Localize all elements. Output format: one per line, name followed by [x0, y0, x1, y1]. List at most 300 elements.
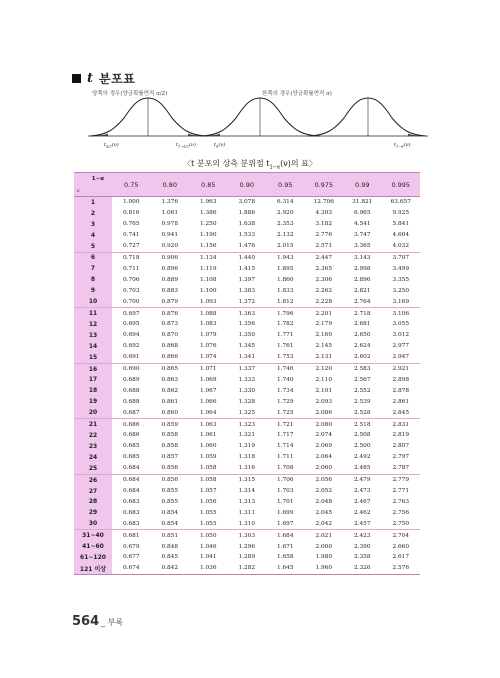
value-cell: 0.674 [112, 563, 151, 574]
row-nu-cell: 121 이상 [74, 563, 112, 574]
header-col: 0.75 [112, 173, 151, 197]
value-cell: 0.941 [161, 232, 179, 239]
header-col: 0.995 [382, 173, 421, 197]
value-cell: 2.101 [315, 387, 333, 394]
row-nu-cell: 1 [74, 197, 112, 208]
value-cell: 0.706 [122, 276, 140, 283]
value-cell: 1.330 [238, 387, 256, 394]
value-cell: 0.876 [161, 310, 179, 317]
value-cell: 0.861 [161, 398, 179, 405]
value-cell: 2.756 [392, 509, 410, 516]
value-cell: 1.761 [276, 343, 294, 350]
value-cell: 2.262 [315, 287, 333, 294]
value-cell: 0.816 [122, 210, 140, 217]
value-cell: 2.576 [382, 563, 421, 574]
value-cell: 0.718 [122, 254, 140, 261]
value-cell: 1.061 [199, 432, 217, 439]
svg-text:tα/2(ν): $t_{\alpha/2}(\nu)$ [104, 142, 119, 149]
value-cell: 1.782 [276, 321, 294, 328]
row-nu-cell: 8 [74, 274, 112, 285]
value-cell: 1.812 [266, 296, 305, 307]
value-cell: 1.108 [199, 276, 217, 283]
square-bullet-icon [72, 74, 81, 83]
value-cell: 2.878 [392, 387, 410, 394]
page-number: 564 [72, 614, 100, 629]
row-nu-cell: 12 [74, 319, 112, 330]
value-cell: 2.064 [315, 454, 333, 461]
value-cell: 1.050 [199, 532, 217, 539]
header-col: 0.99 [343, 173, 382, 197]
table-title: 〈t 분포의 상측 분위점 $t_{1-\alpha}(\nu)$의 표〉 [183, 159, 317, 171]
value-cell: 0.862 [161, 387, 179, 394]
value-cell: 1.963 [199, 199, 217, 206]
value-cell: 0.684 [122, 488, 140, 495]
page-footer [72, 614, 123, 629]
value-cell: 2.179 [315, 321, 333, 328]
value-cell: 0.686 [122, 432, 140, 439]
value-cell: 1.397 [238, 276, 256, 283]
value-cell: 0.700 [112, 296, 151, 307]
value-cell: 0.683 [122, 498, 140, 505]
value-cell: 2.110 [315, 376, 333, 383]
value-cell: 2.485 [343, 463, 382, 474]
value-cell: 2.528 [343, 407, 382, 418]
value-cell: 0.856 [151, 463, 190, 474]
caption-two-sided: 양쪽의 경우(양금확률면적 α/2) [92, 91, 168, 97]
value-cell: 9.925 [392, 210, 410, 217]
row-nu-cell: 28 [74, 496, 112, 507]
value-cell: 2.042 [305, 518, 344, 529]
caption-one-sided: 한쪽의 경우(양금확률면적 α) [262, 91, 332, 97]
value-cell: 1.296 [238, 543, 256, 550]
value-cell: 1.134 [199, 254, 217, 261]
value-cell: 1.886 [238, 210, 256, 217]
table-row [74, 441, 420, 452]
value-cell: 0.688 [122, 398, 140, 405]
value-cell: 2.947 [382, 352, 421, 363]
value-cell: 2.457 [343, 518, 382, 529]
value-cell: 0.765 [122, 221, 140, 228]
value-cell: 4.032 [382, 241, 421, 252]
value-cell: 1.074 [189, 352, 228, 363]
value-cell: 3.747 [353, 232, 371, 239]
value-cell: 2.052 [315, 488, 333, 495]
value-cell: 2.060 [305, 463, 344, 474]
value-cell: 1.315 [238, 477, 256, 484]
value-cell: 2.896 [353, 276, 371, 283]
table-row [74, 296, 420, 307]
value-cell: 0.896 [161, 265, 179, 272]
value-cell: 1.310 [228, 518, 267, 529]
value-cell: 2.921 [392, 366, 410, 373]
t-distribution-table [74, 172, 420, 575]
value-cell: 1.721 [276, 421, 294, 428]
value-cell: 1.056 [199, 498, 217, 505]
value-cell: 0.697 [122, 310, 140, 317]
row-nu-cell: 2 [74, 208, 112, 219]
row-nu-cell: 6 [74, 252, 112, 263]
value-cell: 1.684 [276, 532, 294, 539]
value-cell: 1.350 [238, 332, 256, 339]
svg-text:t1−α(ν): $t_{1-\alpha}(\nu)$ [394, 142, 411, 149]
value-cell: 2.467 [353, 498, 371, 505]
value-cell: 1.729 [276, 398, 294, 405]
value-cell: 1.058 [199, 477, 217, 484]
table-row [74, 541, 420, 552]
value-cell: 2.074 [315, 432, 333, 439]
row-nu-cell: 61~120 [74, 552, 112, 563]
table-row [74, 407, 420, 418]
table-row [74, 419, 420, 430]
value-cell: 0.860 [151, 407, 190, 418]
footer-label: _ 부록 [101, 618, 124, 627]
table-row [74, 552, 420, 563]
value-cell: 1.415 [238, 265, 256, 272]
value-cell: 1.658 [276, 554, 294, 561]
value-cell: 0.906 [161, 254, 179, 261]
c3-label: t [394, 142, 397, 148]
heading-title: 분포표 [99, 71, 136, 86]
row-nu-cell: 17 [74, 375, 112, 386]
value-cell: 0.683 [112, 518, 151, 529]
value-cell: 3.499 [392, 265, 410, 272]
value-cell: 0.689 [122, 376, 140, 383]
value-cell: 1.717 [276, 432, 294, 439]
table-row [74, 363, 420, 374]
value-cell: 0.684 [112, 463, 151, 474]
value-cell: 1.383 [238, 287, 256, 294]
row-nu-cell: 41~60 [74, 541, 112, 552]
value-cell: 2.845 [382, 407, 421, 418]
value-cell: 2.552 [353, 387, 371, 394]
value-cell: 1.088 [199, 310, 217, 317]
row-nu-cell: 29 [74, 507, 112, 518]
value-cell: 1.156 [189, 241, 228, 252]
value-cell: 1.476 [228, 241, 267, 252]
header-col: 0.95 [266, 173, 305, 197]
row-nu-cell: 5 [74, 241, 112, 252]
value-cell: 0.883 [161, 287, 179, 294]
value-cell: 2.602 [343, 352, 382, 363]
table-row [74, 330, 420, 341]
value-cell: 0.854 [151, 518, 190, 529]
row-nu-cell: 10 [74, 296, 112, 307]
table-row [74, 352, 420, 363]
value-cell: 2.015 [266, 241, 305, 252]
table-row [74, 452, 420, 463]
value-cell: 0.851 [161, 532, 179, 539]
value-cell: 1.319 [238, 443, 256, 450]
table-row [74, 208, 420, 219]
value-cell: 1.289 [238, 554, 256, 561]
value-cell: 1.059 [199, 454, 217, 461]
row-nu-cell: 13 [74, 330, 112, 341]
header-col: 0.80 [151, 173, 190, 197]
value-cell: 2.763 [392, 498, 410, 505]
svg-text:tα(ν): $t_\alpha(\nu)$ [214, 142, 226, 149]
value-cell: 0.857 [161, 454, 179, 461]
value-cell: 2.462 [353, 509, 371, 516]
table-row [74, 230, 420, 241]
value-cell: 2.326 [343, 563, 382, 574]
value-cell: 6.314 [276, 199, 294, 206]
value-cell: 1.036 [189, 563, 228, 574]
value-cell: 0.690 [122, 366, 140, 373]
value-cell: 0.889 [161, 276, 179, 283]
table-row [74, 563, 420, 574]
value-cell: 1.341 [228, 352, 267, 363]
lower-tail-distribution-curve [198, 84, 322, 150]
value-cell: 1.325 [228, 407, 267, 418]
value-cell: 1.943 [276, 254, 294, 261]
header-col: 0.90 [228, 173, 267, 197]
value-cell: 2.787 [382, 463, 421, 474]
value-cell: 3.169 [382, 296, 421, 307]
value-cell: 2.977 [392, 343, 410, 350]
value-cell: 1.058 [189, 463, 228, 474]
value-cell: 2.617 [392, 554, 410, 561]
value-cell: 1.356 [238, 321, 256, 328]
value-cell: 0.855 [161, 488, 179, 495]
value-cell: 1.311 [238, 509, 256, 516]
value-cell: 0.873 [161, 321, 179, 328]
value-cell: 0.681 [122, 532, 140, 539]
value-cell: 2.086 [305, 407, 344, 418]
value-cell: 1.708 [266, 463, 305, 474]
value-cell: 2.861 [392, 398, 410, 405]
value-cell: 1.711 [276, 454, 294, 461]
value-cell: 3.182 [315, 221, 333, 228]
value-cell: 31.821 [352, 199, 373, 206]
value-cell: 1.323 [238, 421, 256, 428]
value-cell: 1.303 [238, 532, 256, 539]
value-cell: 2.624 [353, 343, 371, 350]
value-cell: 1.345 [238, 343, 256, 350]
value-cell: 2.771 [392, 488, 410, 495]
value-cell: 0.863 [161, 376, 179, 383]
value-cell: 1.337 [238, 366, 256, 373]
value-cell: 1.066 [199, 398, 217, 405]
row-nu-cell: 23 [74, 441, 112, 452]
c2-label: t [214, 142, 217, 148]
value-cell: 2.718 [353, 310, 371, 317]
table-row [74, 285, 420, 296]
value-cell: 2.998 [353, 265, 371, 272]
value-cell: 1.060 [199, 443, 217, 450]
value-cell: 1.363 [238, 310, 256, 317]
value-cell: 2.473 [353, 488, 371, 495]
value-cell: 4.541 [353, 221, 371, 228]
value-cell: 1.706 [276, 477, 294, 484]
c1-right-label: t [176, 142, 179, 148]
value-cell: 1.960 [305, 563, 344, 574]
value-cell: 1.079 [199, 332, 217, 339]
value-cell: 2.131 [305, 352, 344, 363]
value-cell: 1.533 [238, 232, 256, 239]
table-row [74, 496, 420, 507]
value-cell: 2.306 [315, 276, 333, 283]
value-cell: 0.978 [161, 221, 179, 228]
row-nu-cell: 20 [74, 407, 112, 418]
header-corner: 1−α ν [74, 173, 112, 197]
value-cell: 1.860 [276, 276, 294, 283]
value-cell: 0.870 [161, 332, 179, 339]
value-cell: 1.069 [199, 376, 217, 383]
value-cell: 1.895 [276, 265, 294, 272]
value-cell: 0.854 [161, 509, 179, 516]
value-cell: 1.645 [266, 563, 305, 574]
table-row [74, 341, 420, 352]
value-cell: 2.797 [392, 454, 410, 461]
value-cell: 0.741 [122, 232, 140, 239]
value-cell: 0.691 [112, 352, 151, 363]
value-cell: 0.677 [122, 554, 140, 561]
value-cell: 1.076 [199, 343, 217, 350]
table-row [74, 274, 420, 285]
value-cell: 1.000 [122, 199, 140, 206]
value-cell: 1.746 [276, 366, 294, 373]
value-cell: 2.069 [315, 443, 333, 450]
value-cell: 2.353 [276, 221, 294, 228]
value-cell: 2.000 [315, 543, 333, 550]
value-cell: 1.671 [276, 543, 294, 550]
value-cell: 1.771 [276, 332, 294, 339]
value-cell: 0.711 [122, 265, 140, 272]
value-cell: 0.692 [122, 343, 140, 350]
value-cell: 0.848 [161, 543, 179, 550]
value-cell: 3.143 [353, 254, 371, 261]
value-cell: 0.686 [122, 421, 140, 428]
value-cell: 1.313 [238, 498, 256, 505]
value-cell: 1.055 [199, 509, 217, 516]
value-cell: 2.583 [353, 366, 371, 373]
value-cell: 2.160 [315, 332, 333, 339]
value-cell: 2.228 [305, 296, 344, 307]
value-cell: 2.423 [353, 532, 371, 539]
value-cell: 1.833 [276, 287, 294, 294]
value-cell: 1.386 [199, 210, 217, 217]
value-cell: 0.688 [122, 387, 140, 394]
value-cell: 2.539 [353, 398, 371, 405]
table-row [74, 319, 420, 330]
row-nu-cell: 22 [74, 430, 112, 441]
value-cell: 1.701 [276, 498, 294, 505]
value-cell: 1.697 [266, 518, 305, 529]
value-cell: 2.704 [392, 532, 410, 539]
value-cell: 1.314 [238, 488, 256, 495]
value-cell: 2.479 [353, 477, 371, 484]
table-row [74, 197, 420, 208]
row-nu-cell: 4 [74, 230, 112, 241]
value-cell: 0.866 [151, 352, 190, 363]
value-cell: 0.679 [122, 543, 140, 550]
value-cell: 0.683 [122, 509, 140, 516]
value-cell: 4.604 [392, 232, 410, 239]
value-cell: 1.699 [276, 509, 294, 516]
value-cell: 0.727 [112, 241, 151, 252]
table-row [74, 518, 420, 529]
row-nu-cell: 9 [74, 285, 112, 296]
table-row [74, 463, 420, 474]
value-cell: 2.571 [305, 241, 344, 252]
value-cell: 2.807 [392, 443, 410, 450]
value-cell: 1.796 [276, 310, 294, 317]
table-row [74, 530, 420, 541]
upper-tail-distribution-curve [306, 84, 430, 150]
value-cell: 2.898 [392, 376, 410, 383]
value-cell: 0.859 [161, 421, 179, 428]
row-nu-cell: 25 [74, 463, 112, 474]
value-cell: 2.056 [315, 477, 333, 484]
value-cell: 0.856 [161, 477, 179, 484]
row-nu-cell: 18 [74, 385, 112, 396]
value-cell: 0.703 [122, 287, 140, 294]
value-cell: 1.316 [228, 463, 267, 474]
two-sided-distribution-curve [86, 84, 210, 150]
value-cell: 2.120 [315, 366, 333, 373]
value-cell: 2.831 [392, 421, 410, 428]
value-cell: 2.819 [392, 432, 410, 439]
value-cell: 0.685 [122, 454, 140, 461]
value-cell: 3.055 [392, 321, 410, 328]
value-cell: 3.365 [343, 241, 382, 252]
value-cell: 2.508 [353, 432, 371, 439]
row-nu-cell: 14 [74, 341, 112, 352]
value-cell: 1.041 [199, 554, 217, 561]
value-cell: 2.821 [353, 287, 371, 294]
value-cell: 0.694 [122, 332, 140, 339]
value-cell: 1.328 [238, 398, 256, 405]
value-cell: 2.365 [315, 265, 333, 272]
value-cell: 0.842 [151, 563, 190, 574]
value-cell: 2.681 [353, 321, 371, 328]
row-nu-cell: 26 [74, 474, 112, 485]
value-cell: 1.321 [238, 432, 256, 439]
svg-text:t1−α/2(ν): $t_{1-\alpha/2}(\nu)$ [176, 142, 196, 149]
table-row [74, 263, 420, 274]
table-row [74, 396, 420, 407]
table-row [74, 474, 420, 485]
value-cell: 1.100 [199, 287, 217, 294]
value-cell: 5.841 [392, 221, 410, 228]
value-cell: 1.064 [189, 407, 228, 418]
value-cell: 0.687 [112, 407, 151, 418]
value-cell: 6.965 [353, 210, 371, 217]
value-cell: 0.845 [161, 554, 179, 561]
value-cell: 1.055 [189, 518, 228, 529]
value-cell: 2.779 [392, 477, 410, 484]
table-row [74, 308, 420, 319]
value-cell: 1.063 [199, 421, 217, 428]
value-cell: 0.865 [161, 366, 179, 373]
value-cell: 2.920 [276, 210, 294, 217]
value-cell: 0.920 [151, 241, 190, 252]
value-cell: 2.492 [353, 454, 371, 461]
table-row [74, 375, 420, 386]
row-nu-cell: 21 [74, 419, 112, 430]
row-nu-cell: 7 [74, 263, 112, 274]
row-nu-cell: 15 [74, 352, 112, 363]
value-cell: 3.012 [392, 332, 410, 339]
value-cell: 0.858 [161, 432, 179, 439]
value-cell: 1.714 [276, 443, 294, 450]
table-header-row [74, 173, 420, 197]
value-cell: 1.333 [238, 376, 256, 383]
row-nu-cell: 19 [74, 396, 112, 407]
value-cell: 3.250 [392, 287, 410, 294]
row-nu-cell: 16 [74, 363, 112, 374]
value-cell: 1.071 [199, 366, 217, 373]
